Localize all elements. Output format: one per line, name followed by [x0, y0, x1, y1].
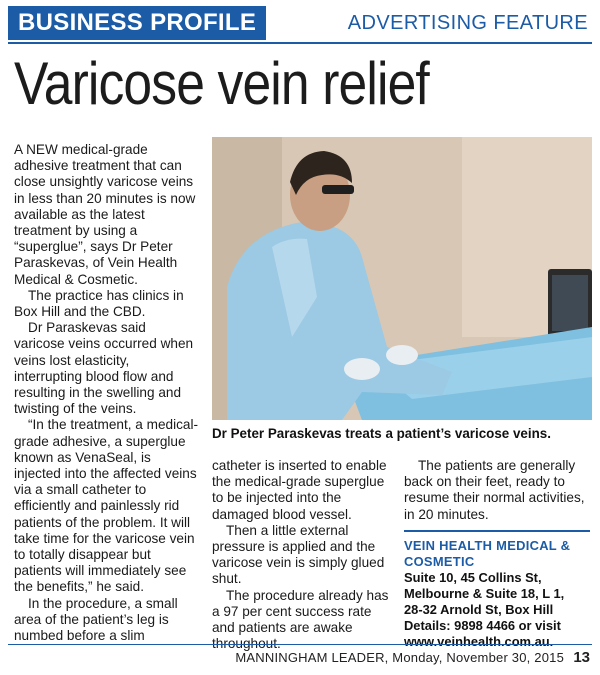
photo-caption: Dr Peter Paraskevas treats a patient’s varicose veins.: [212, 426, 551, 441]
website: www.veinhealth.com.au.: [404, 634, 554, 649]
photo-illustration: [212, 137, 592, 420]
paragraph: “In the treatment, a medical-grade adhesive, a superglue known as VenaSeal, is injected into the affected veins via a small catheter to efficiently and painlessly rid patients of the problem. It will take time for the varicose vein to totally disappear but patients will immediately see the benefits,” he said.: [14, 417, 198, 595]
contact-box: [404, 530, 590, 650]
phone-details: Details: 9898 4466 or visit: [404, 618, 561, 633]
page-number: 13: [573, 649, 590, 666]
paragraph: The patients are generally back on their feet, ready to resume their normal activities, in 20 minutes.: [404, 458, 585, 522]
address-line: Suite 10, 45 Collins St,: [404, 570, 542, 585]
advertising-label: ADVERTISING FEATURE: [347, 12, 588, 34]
paragraph: The practice has clinics in Box Hill and the CBD.: [14, 287, 184, 320]
paragraph: Dr Paraskevas said varicose veins occurred when veins lost elasticity, interrupting blood flow and resulting in the swelling and twisting of the veins.: [14, 320, 194, 417]
business-name: VEIN HEALTH MEDICAL & COSMETIC: [404, 538, 571, 569]
section-header: [8, 6, 592, 44]
section-badge: BUSINESS PROFILE: [8, 6, 266, 40]
page-footer: [8, 644, 592, 671]
paragraph: A NEW medical-grade adhesive treatment that can close unsightly varicose veins in less than 20 minutes is now available as the latest treatment by using a “superglue”, says Dr Peter Paraskevas, of Vein Health Medical & Cosmetic.: [14, 142, 196, 287]
paragraph: The procedure already has a 97 per cent success rate and patients are awake throughout.: [212, 587, 389, 652]
body-column-2: [212, 458, 394, 652]
paragraph: catheter is inserted to enable the medical-grade superglue to be injected into the damaged blood vessel.: [212, 458, 387, 522]
body-column-1: [14, 142, 200, 644]
paragraph: In the procedure, a small area of the patient’s leg is numbed before a slim: [14, 595, 178, 644]
paragraph: Then a little external pressure is applied and the varicose vein is simply glued shut.: [212, 522, 385, 587]
address-line: 28-32 Arnold St, Box Hill: [404, 602, 554, 617]
headline: Varicose vein relief: [14, 50, 429, 117]
body-column-3: [404, 458, 588, 523]
address-line: Melbourne & Suite 18, L 1,: [404, 586, 565, 601]
publication-info: MANNINGHAM LEADER, Monday, November 30, 2015: [235, 650, 564, 665]
doctor-photo: [212, 137, 592, 420]
